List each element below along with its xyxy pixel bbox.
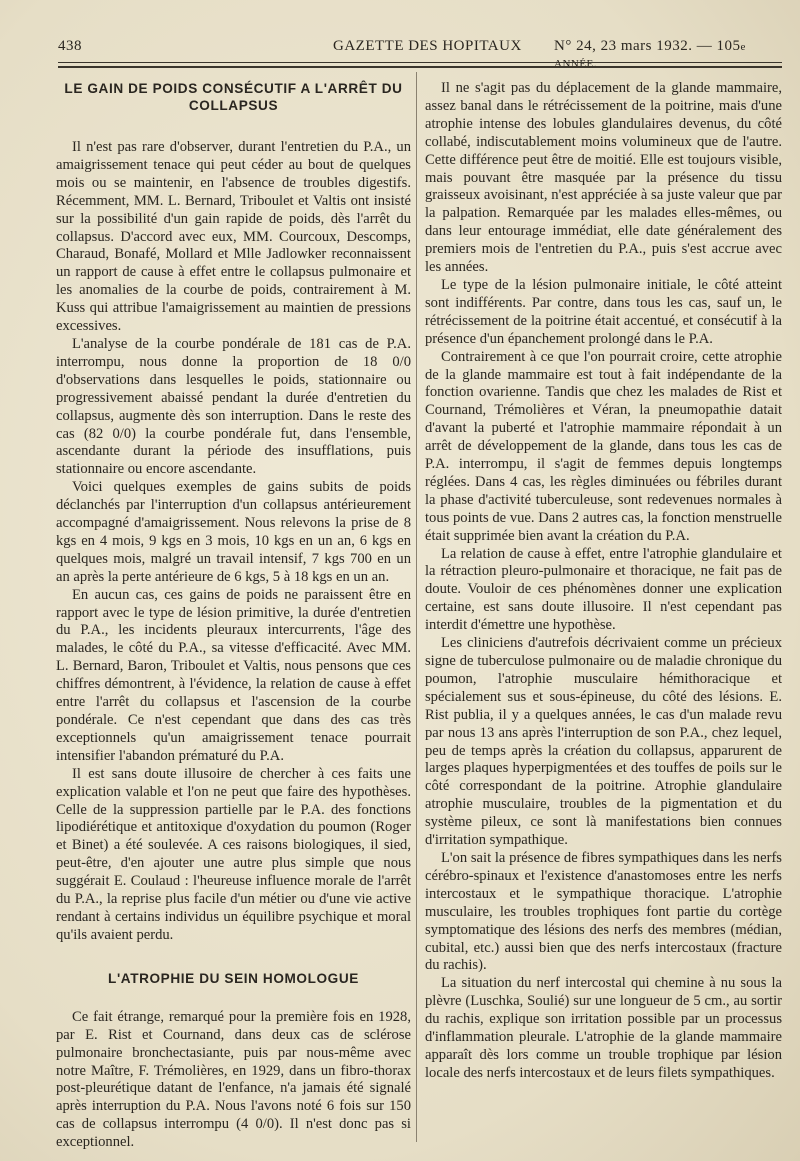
- column-divider: [416, 72, 417, 1142]
- paragraph: Il ne s'agit pas du déplacement de la glande mammaire, assez banal dans le rétrécissement de la poitrine, mais d'une atrophie intense des lobules glandulaires devenus, du côté collabé, indiscutablement moins volumineux que de l'autre. Cette différence peut être de moitié. Elle est toujours visible, mais pouvant être masquée par la présence du tissu graisseux avoisinant, n'est appréciée à sa juste valeur que par la palpation. Remarquée par les malades elles-mêmes, ou dans leur entourage immédiat, elle date généralement des premiers mois de l'entretien du P.A., puis s'est accrue avec les années.: [425, 80, 782, 276]
- paragraph: Il n'est pas rare d'observer, durant l'entretien du P.A., un amaigrissement tenace qui peut céder au bout de quelques mois ou se maintenir, en l'absence de troubles digestifs. Récemment, MM. L. Bernard, Triboulet et Valtis ont insisté sur la possibilité d'un gain rapide de poids, dès l'arrêt du collapsus. D'accord avec eux, MM. Courcoux, Descomps, Charaud, Bonafé, Mollard et Mlle Jadlowker reconnaissent un rapport de cause à effet entre le collapsus pulmonaire et les anomalies de la courbe de poids, contrairement à M. Kuss qui attribue l'amaigrissement au maintien de pressions excessives.: [56, 139, 411, 335]
- paragraph: Les cliniciens d'autrefois décrivaient comme un précieux signe de tuberculose pulmonaire ou de maladie chronique du poumon, l'atrophie musculaire hémithoracique et spécialement sus et sous-épineuse, du côté des lésions. E. Rist publia, il y a quelques années, le cas d'un malade revu par nous 13 ans après l'interruption de son P.A., chez lequel, peu de temps après la création du collapsus, apparurent de larges plaques hyperpigmentées et des touffes de poils sur le côté correspondant de la poitrine. Atrophie glandulaire atrophie musculaire, troubles de la pigmentation et du système pileux, ce sont là manifestations bien connues d'irritation sympathique.: [425, 635, 782, 849]
- paragraph: Il est sans doute illusoire de chercher à ces faits une explication valable et l'on ne peut que faire des hypothèses. Celle de la suppression partielle par le P.A. des fonctions lipodiérétique et antitoxique d'oxydation du poumon (Roger et Binet) a été soulevée. A ces raisons biologiques, il sied, peut-être, d'en ajouter une autre plus simple que nous suggérait E. Coulaud : l'heureuse influence morale de l'arrêt du P.A., la reprise plus facile d'un métier ou d'une vie active rendant à certains individus un équilibre psychique et moral qu'ils avaient perdu.: [56, 765, 411, 943]
- left-column: [56, 80, 411, 1152]
- paragraph: L'on sait la présence de fibres sympathiques dans les nerfs cérébro-spinaux et l'existence d'anastomoses entre les nerfs intercostaux et le sympathique thoracique. L'atrophie musculaire, les troubles trophiques font partie du cortège symptomatique des lésions des nerfs des membres (médian, cubital, etc.) aussi bien que des nerfs intercostaux (fracture du rachis).: [425, 849, 782, 974]
- paragraph: Voici quelques exemples de gains subits de poids déclanchés par l'interruption d'un collapsus antérieurement accompagné d'amaigrissement. Nous relevons la prise de 8 kgs en 4 mois, 9 kgs en 3 mois, 10 kgs en un an, 6 kgs en quelques mois, malgré un travail intensif, 7 kgs 700 en un an après la perte antérieure de 6 kgs, 5 à 18 kgs en un an.: [56, 479, 411, 585]
- right-column: [425, 80, 782, 1083]
- paragraph: En aucun cas, ces gains de poids ne paraissent être en rapport avec le type de lésion primitive, la durée d'entretien du P.A., les incidents pleuraux intercurrents, l'âge des malades, le côté du P.A., sa vitesse d'efficacité. Avec MM. L. Bernard, Baron, Triboulet et Valtis, nous pensons que ces chiffres démontrent, à l'évidence, la relation de cause à effet entre l'arrêt du collapsus et l'ascension de la courbe pondérale. Ce n'est cependant que dans des cas très exceptionnels qu'un amaigrissement tenace pourrait intensifier l'abandon prématuré du P.A.: [56, 586, 411, 764]
- issue-date: N° 24, 23 mars 1932. — 105: [554, 38, 741, 54]
- page-number: 438: [58, 38, 82, 54]
- gazette-name: GAZETTE DES HOPITAUX: [333, 38, 522, 54]
- paragraph: Contrairement à ce que l'on pourrait croire, cette atrophie de la glande mammaire est tout à fait indépendante de la fonction ovarienne. Tandis que chez les malades de Rist et Cournand, Trémolières et Véran, la pneumopathie datait d'avant la puberté et l'atrophie mammaire répondait à un arrêt de développement de la glande, dans tous les cas de P.A. interrompu, il s'agit de femmes depuis longtemps réglées. Dans 4 cas, les règles diminuées ou fébriles durant la phase d'activité tuberculeuse, sont redevenues normales à tous points de vue. Dans 2 autres cas, la fonction menstruelle était supprimée bien avant la création du P.A.: [425, 348, 782, 544]
- running-header: [58, 36, 782, 70]
- header-rule-thin: [58, 62, 782, 63]
- article-title-breast-atrophy: L'ATROPHIE DU SEIN HOMOLOGUE: [108, 970, 359, 986]
- paragraph: L'analyse de la courbe pondérale de 181 cas de P.A. interrompu, nous donne la proportion de 18 0/0 d'observations dans lesquelles le poids, stationnaire ou progressivement abaissé pendant la durée d'entretien du collapsus, augmente dès son interruption. Dans le reste des cas (82 0/0) la courbe pondérale fut, dans l'ensemble, ascendante durant la période des insufflations, puis stationnaire ou encore ascendante.: [56, 335, 411, 478]
- paragraph: La situation du nerf intercostal qui chemine à nu sous la plèvre (Luschka, Soulié) sur une longueur de 5 cm., au sortir du rachis, explique son irritation possible par un processus d'inflammation pleurale. L'atrophie de la glande mammaire apparaît dès lors comme un trouble trophique par lésion locale des nerfs intercostaux et de leurs filets sympathiques.: [425, 975, 782, 1081]
- article-title-weight-gain: LE GAIN DE POIDS CONSÉCUTIF A L'ARRÊT DU COLLAPSUS: [64, 81, 403, 113]
- paragraph: Ce fait étrange, remarqué pour la première fois en 1928, par E. Rist et Cournand, dans deux cas de sclérose pulmonaire bronchectasiante, puis par nous-même avec notre Maître, F. Trémolières, en 1929, dans un fibro-thorax post-pleurétique datant de l'enfance, n'a jamais été signalé après interruption du P.A. Nous l'avons noté 6 fois sur 150 cas de collapsus interrompu (4 0/0). Il n'est donc pas si exceptionnel.: [56, 1008, 411, 1151]
- paragraph: La relation de cause à effet, entre l'atrophie glandulaire et la rétraction pleuro-pulmonaire et thoracique, ne fait pas de doute. Vouloir de ces phénomènes donner une explication certaine, est sans doute illusoire. Il n'est cependant pas interdit d'émettre une hypothèse.: [425, 545, 782, 634]
- issue-year: e ANNÉE.: [554, 41, 746, 70]
- paragraph: Le type de la lésion pulmonaire initiale, le côté atteint sont indifférents. Par contre, dans tous les cas, sauf un, le rétrécissement de la poitrine était accentué, et consécutif à la présence d'un épanchement prolongé dans le P.A.: [425, 276, 782, 347]
- header-rule-thick: [58, 66, 782, 68]
